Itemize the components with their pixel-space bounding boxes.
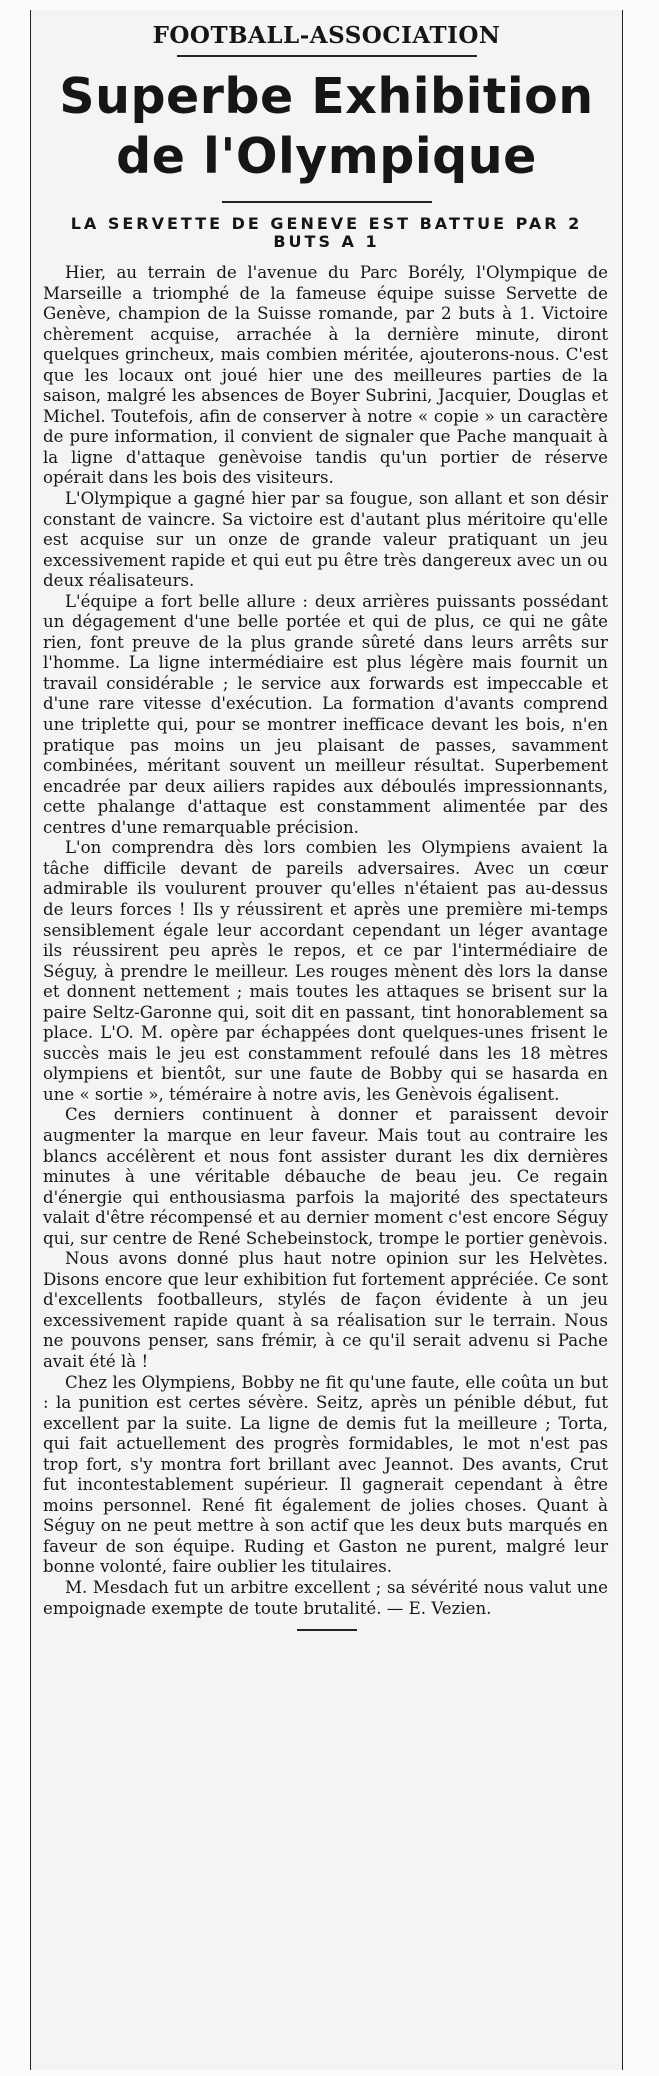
paragraph-2: L'Olympique a gagné hier par sa fougue, son allant et son désir constant de vaincre. Sa victoire est d'autant plus méritoire qu'elle est acquise sur un onze de grande valeur pratiquant un jeu excessivement rapide et qui eut pu être très dangereux avec un ou deux réalisateurs. bbox=[43, 489, 608, 591]
headline-line-1: Superbe Exhibition bbox=[59, 68, 594, 125]
rubric-rule bbox=[177, 55, 477, 57]
paragraph-3: L'équipe a fort belle allure : deux arrières puissants possédant un dégagement d'une belle portée et qui de plus, ce qui ne gâte rien, font preuve de la plus grande sûreté dans leurs arrêts sur l'homme. La ligne intermédiaire est plus légère mais fournit un travail considérable ; le service aux forwards est impeccable et d'une rare vitesse d'exécution. La formation d'avants comprend une triplette qui, pour se montrer inefficace devant les bois, n'en pratique pas moins un jeu plaisant de passes, savamment combinées, méritant souvent un meilleur résultat. Superbement encadrée par deux ailiers rapides aux déboulés impressionnants, cette phalange d'attaque est constamment alimentée par des centres d'une remarquable précision. bbox=[43, 591, 608, 837]
paragraph-8: M. Mesdach fut un arbitre excellent ; sa sévérité nous valut une empoignade exempte de toute brutalité. — E. Vezien. bbox=[43, 1578, 608, 1618]
headline bbox=[31, 67, 622, 187]
section-rubric: FOOTBALL-ASSOCIATION bbox=[152, 22, 501, 49]
article-body bbox=[43, 263, 608, 1619]
newspaper-clipping bbox=[30, 10, 623, 2070]
paragraph-6: Nous avons donné plus haut notre opinion sur les Helvètes. Disons encore que leur exhibition fut fortement appréciée. Ce sont d'excellents footballeurs, stylés de façon évidente à un jeu excessivement rapide quant à sa réalisation sur le terrain. Nous ne pouvons penser, sans frémir, à ce qu'il serait advenu si Pache avait été là ! bbox=[43, 1249, 608, 1371]
headline-rule bbox=[222, 201, 432, 203]
headline-line-2: de l'Olympique bbox=[116, 128, 537, 185]
paragraph-4: L'on comprendra dès lors combien les Olympiens avaient la tâche difficile devant de pareils adversaires. Avec un cœur admirable ils voulurent prouver qu'elles n'étaient pas au-dessus de leurs forces ! Ils y réussirent et après une première mi-temps sensiblement égale leur accordant cependant un léger avantage ils réussirent peu après le repos, et ce par l'intermédiaire de Séguy, à prendre le meilleur. Les rouges mènent dès lors la danse et donnent nettement ; mais toutes les attaques se brisent sur la paire Seltz-Garonne qui, soit dit en passant, tint honorablement sa place. L'O. M. opère par échappées dont quelques-unes frisent le succès mais le jeu est constamment refoulé dans les 18 mètres olympiens et bientôt, sur une faute de Bobby qui se hasarda en une « sortie », téméraire à notre avis, les Genèvois égalisent. bbox=[43, 838, 608, 1104]
subheadline: LA SERVETTE DE GENEVE EST BATTUE PAR 2 BUTS A 1 bbox=[70, 214, 583, 251]
paragraph-5: Ces derniers continuent à donner et paraissent devoir augmenter la marque en leur faveur. Mais tout au contraire les blancs accélèrent et nous font assister durant les dix dernières minutes à une véritable débauche de beau jeu. Ce regain d'énergie qui enthousiasma parfois la majorité des spectateurs valait d'être récompensé et au dernier moment c'est encore Séguy qui, sur centre de René Schebeinstock, trompe le portier genèvois. bbox=[43, 1105, 608, 1248]
end-rule bbox=[297, 1629, 357, 1631]
paragraph-1: Hier, au terrain de l'avenue du Parc Borély, l'Olympique de Marseille a triomphé de la fameuse équipe suisse Servette de Genève, champion de la Suisse romande, par 2 buts à 1. Victoire chèrement acquise, arrachée à la dernière minute, diront quelques grincheux, mais combien méritée, ajouterons-nous. C'est que les locaux ont joué hier une des meilleures parties de la saison, malgré les absences de Boyer Subrini, Jacquier, Douglas et Michel. Toutefois, afin de conserver à notre « copie » un caractère de pure information, il convient de signaler que Pache manquait à la ligne d'attaque genèvoise tandis qu'un portier de réserve opérait dans les bois des visiteurs. bbox=[43, 263, 608, 488]
paragraph-7: Chez les Olympiens, Bobby ne fit qu'une faute, elle coûta un but : la punition est certes sévère. Seitz, après un pénible début, fut excellent par la suite. La ligne de demis fut la meilleure ; Torta, qui fait actuellement des progrès formidables, le mot n'est pas trop fort, s'y montra fort brillant avec Jeannot. Des avants, Crut fut incontestablement supérieur. Il gagnerait cependant à être moins personnel. René fit également de jolies choses. Quant à Séguy on ne peut mettre à son actif que les deux buts marqués en faveur de son équipe. Ruding et Gaston ne purent, malgré leur bonne volonté, faire oublier les titulaires. bbox=[43, 1372, 608, 1577]
